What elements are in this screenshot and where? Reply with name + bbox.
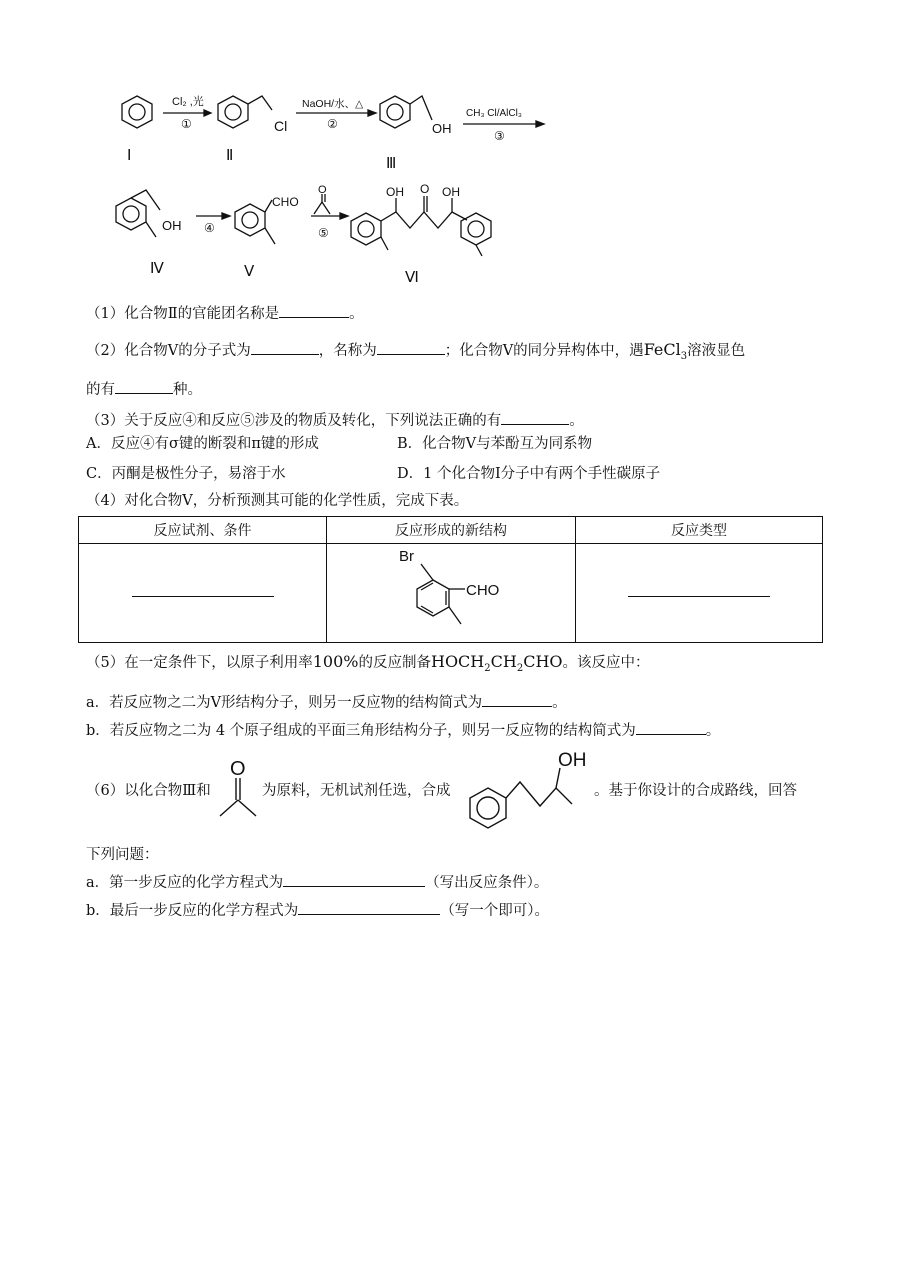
answer-blank-q5a[interactable] <box>482 692 552 707</box>
arrow2-reagent: NaOH/水、△ <box>302 98 364 110</box>
fecl3-formula: FeCl <box>643 340 681 359</box>
q3-option-d: D．1 个化合物Ⅰ分子中有两个手性碳原子 <box>397 466 661 482</box>
q3-option-c: C．丙酮是极性分子，易溶于水 <box>86 466 286 482</box>
q3-end: 。 <box>569 413 584 429</box>
acetone-o-label-q6: O <box>230 758 246 780</box>
oh-group-label-IV: OH <box>162 218 182 233</box>
q5-formula-a: HOCH <box>430 652 485 671</box>
table-header-type: 反应类型 <box>576 517 823 544</box>
o-group-label-VI: O <box>420 182 430 196</box>
q5-formula-b: CH <box>490 652 517 671</box>
benzene-ring-VI-right <box>461 213 491 245</box>
answer-blank-q2-name[interactable] <box>377 340 445 355</box>
question-1 <box>86 303 364 324</box>
compound-label-I: Ⅰ <box>127 147 132 164</box>
benzene-ring-III <box>380 96 410 128</box>
arrow5-step: ⑤ <box>318 226 329 240</box>
acetone-structure <box>214 752 264 824</box>
arrow3-reagent: CH₃ Cl/AlCl₃ <box>466 108 522 119</box>
answer-blank-q6b[interactable] <box>298 900 440 915</box>
q2-text-a: （2）化合物Ⅴ的分子式为 <box>86 343 251 359</box>
acetone-o-label: O <box>318 184 327 196</box>
cho-group-label-V: CHO <box>272 195 299 209</box>
fecl3-subscript: 3 <box>680 350 688 362</box>
q5-percent: 100% <box>312 652 359 671</box>
table-header-structure: 反应形成的新结构 <box>327 517 576 544</box>
q5-part-b <box>86 720 720 741</box>
question-3 <box>86 410 584 431</box>
answer-blank-q4-reagent[interactable] <box>132 595 274 597</box>
cl-group-label: Cl <box>274 118 288 134</box>
benzene-ring-V <box>235 204 265 236</box>
target-product-structure <box>462 744 594 838</box>
q6-b-end: （写一个即可）。 <box>440 903 550 919</box>
q5-formula <box>430 652 563 675</box>
bromo-structure <box>381 544 521 638</box>
compound-label-III: Ⅲ <box>386 155 397 172</box>
q5-part-a <box>86 692 567 713</box>
q3-stem: （3）关于反应④和反应⑤涉及的物质及转化，下列说法正确的有 <box>86 413 502 429</box>
answer-blank-q4-type[interactable] <box>628 595 770 597</box>
q5-sub2: 2 <box>516 663 524 675</box>
question-2 <box>86 340 745 367</box>
q6-a-end: （写出反应条件）。 <box>425 875 549 891</box>
cho-label: CHO <box>466 582 500 599</box>
q6-line2: 下列问题： <box>86 847 159 863</box>
answer-blank-q2-formula[interactable] <box>251 340 319 355</box>
q3-option-b: B．化合物Ⅴ与苯酚互为同系物 <box>397 436 593 452</box>
q2-text-b: ，名称为 <box>318 343 377 359</box>
table-header-reagent: 反应试剂、条件 <box>79 517 327 544</box>
q1-text: （1）化合物Ⅱ的官能团名称是 <box>86 306 280 322</box>
oh-group-label-VI-2: OH <box>442 185 460 199</box>
q2-line2-a: 的有 <box>86 382 115 398</box>
q6-part-a <box>86 872 548 893</box>
prediction-table <box>78 516 823 643</box>
compound-label-II: Ⅱ <box>226 147 234 164</box>
answer-blank-q3[interactable] <box>501 410 569 425</box>
oh-label-q6: OH <box>558 750 587 771</box>
compound-label-VI: Ⅵ <box>405 269 419 286</box>
q6-a-text: a．第一步反应的化学方程式为 <box>86 875 284 891</box>
q6-text-a: （6）以化合物Ⅲ和 <box>86 783 211 799</box>
q6-part-b <box>86 900 549 921</box>
br-label: Br <box>399 548 414 565</box>
q5-stem-c: 。该反应中： <box>562 655 650 671</box>
q1-end: 。 <box>349 306 364 322</box>
table-cell-type <box>576 544 823 643</box>
arrow1-reagent: Cl₂ ,光 <box>172 96 204 108</box>
q6-text-c: 。基于你设计的合成路线，回答 <box>594 783 797 799</box>
arrow1-step: ① <box>181 117 192 131</box>
q5-stem-b: 的反应制备 <box>358 655 431 671</box>
q6-text-b: 为原料，无机试剂任选，合成 <box>262 783 451 799</box>
q5-b-end: 。 <box>705 723 721 739</box>
q2-text-c: ；化合物Ⅴ的同分异构体中，遇 <box>444 343 644 359</box>
arrow3-step: ③ <box>494 129 505 143</box>
q2-text-d: 溶液显色 <box>687 343 746 359</box>
compound-label-V: Ⅴ <box>244 263 255 280</box>
oh-group-label-VI-1: OH <box>386 185 404 199</box>
benzene-ring-IV <box>116 198 146 230</box>
question-2-line2 <box>86 379 202 400</box>
q5-sub1: 2 <box>484 663 491 675</box>
arrow2-step: ② <box>327 117 338 131</box>
table-cell-reagent <box>79 544 327 643</box>
arrow4-step: ④ <box>204 221 215 235</box>
q5-formula-c: CHO <box>523 652 563 671</box>
q2-line2-b: 种。 <box>173 382 202 398</box>
answer-blank-q5b[interactable] <box>636 720 706 735</box>
question-5 <box>86 652 650 679</box>
oh-group-label-III: OH <box>432 121 452 136</box>
q5-a-end: 。 <box>552 695 567 711</box>
q3-option-a: A．反应④有σ键的断裂和π键的形成 <box>86 436 319 452</box>
q5-b-text: b．若反应物之二为 4 个原子组成的平面三角形结构分子，则另一反应物的结构简式为 <box>86 723 636 739</box>
benzene-ring-I <box>122 96 152 128</box>
benzene-ring-VI-left <box>351 213 381 245</box>
answer-blank-q6a[interactable] <box>283 872 425 887</box>
answer-blank-q2-count[interactable] <box>115 379 173 394</box>
benzene-ring-II <box>218 96 248 128</box>
answer-blank-q1[interactable] <box>279 303 349 318</box>
q6-b-text: b．最后一步反应的化学方程式为 <box>86 903 299 919</box>
q5-stem-a: （5）在一定条件下，以原子利用率 <box>86 655 313 671</box>
q5-a-text: a．若反应物之二为Ⅴ形结构分子，则另一反应物的结构简式为 <box>86 695 483 711</box>
reaction-scheme <box>0 0 900 300</box>
table-cell-structure <box>327 544 576 643</box>
q4-stem: （4）对化合物Ⅴ，分析预测其可能的化学性质，完成下表。 <box>86 493 469 509</box>
compound-label-IV: Ⅳ <box>150 260 164 277</box>
